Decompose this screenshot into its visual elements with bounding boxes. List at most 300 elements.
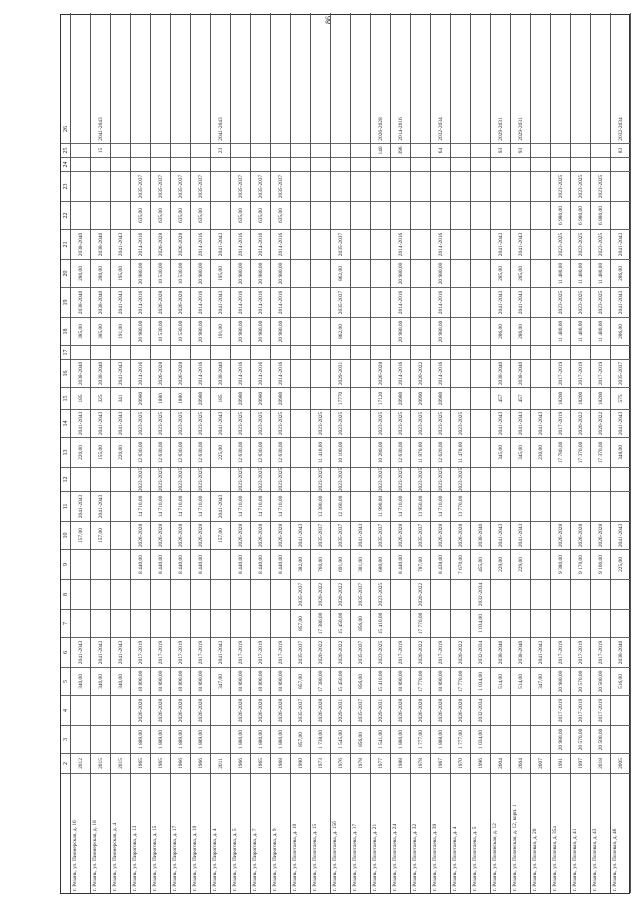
table-cell <box>511 609 530 637</box>
table-cell: 6 880,00 <box>591 201 610 229</box>
table-cell: 1 777,00 <box>411 725 430 753</box>
table-cell <box>571 143 590 157</box>
table-cell <box>111 549 130 579</box>
table-cell: 2023-2025 <box>571 171 590 201</box>
table-cell: 2041-2043 <box>491 409 510 437</box>
table-cell: 18 890,00 <box>251 667 270 695</box>
header-cell: 10 <box>61 521 70 549</box>
table-cell <box>471 115 490 143</box>
table-cell: 2014-2016 <box>271 359 290 387</box>
table-cell <box>611 345 630 359</box>
table-cell <box>511 345 530 359</box>
table-cell: 2017-2019 <box>571 359 590 387</box>
table-cell: 2026-2028 <box>391 521 410 549</box>
table-cell: 340,00 <box>91 667 110 695</box>
header-cell-address <box>61 773 70 893</box>
table-cell <box>571 609 590 637</box>
table-cell: 12 630,00 <box>391 437 410 467</box>
table-cell: 1 880,00 <box>231 725 250 753</box>
table-cell: 2041-2043 <box>111 409 130 437</box>
table-cell: 2041-2043 <box>291 521 310 549</box>
table-cell: 2023-2025 <box>271 409 290 437</box>
table-cell <box>351 115 370 143</box>
table-cell: 2035-2037 <box>171 171 190 201</box>
table-cell: 2020-2022 <box>591 409 610 437</box>
table-cell <box>111 695 130 725</box>
table-cell: 2032-2034 <box>471 695 490 725</box>
table-cell <box>431 157 450 171</box>
table-cell: 17120 <box>371 387 390 409</box>
table-cell <box>411 259 430 287</box>
table-cell: 20 500,00 <box>591 667 610 695</box>
table-cell: 2014-2016 <box>391 229 410 259</box>
table-cell <box>511 491 530 521</box>
table-cell: 345,00 <box>511 437 530 467</box>
table-cell <box>291 317 310 345</box>
table-cell <box>351 491 370 521</box>
table-cell: 2017-2019 <box>591 359 610 387</box>
table-cell <box>291 387 310 409</box>
table-cell: 2026-2028 <box>151 695 170 725</box>
table-cell: 285,00 <box>511 259 530 287</box>
table-cell <box>451 359 470 387</box>
table-cell: 18 890,00 <box>271 667 290 695</box>
table-cell: 2026-2028 <box>231 695 250 725</box>
table-cell <box>531 609 550 637</box>
table-cell <box>471 143 490 157</box>
table-cell: 20980 <box>431 387 450 409</box>
table-cell: 14 710,00 <box>171 491 190 521</box>
table-cell: 862,00 <box>331 317 350 345</box>
table-cell: 1 034,00 <box>471 725 490 753</box>
table-cell: 2026-2028 <box>431 695 450 725</box>
table-cell <box>551 467 570 491</box>
table-cell: 18 890,00 <box>431 667 450 695</box>
table-cell: 230,00 <box>531 437 550 467</box>
table-cell: 2023-2025 <box>431 467 450 491</box>
table-cell: 11 480,00 <box>571 259 590 287</box>
table-cell <box>331 171 350 201</box>
table-cell: 635,00 <box>131 201 150 229</box>
table-cell: 11 990,00 <box>371 491 390 521</box>
table-cell: 2041-2043 <box>111 359 130 387</box>
table-cell <box>471 287 490 317</box>
table-cell: 2038-2040 <box>211 359 230 387</box>
table-cell: 2023-2025 <box>311 409 330 437</box>
table-cell <box>251 579 270 609</box>
table-cell: 2004 <box>511 753 530 773</box>
table-cell: 1 541,00 <box>371 725 390 753</box>
table-cell: 385,00 <box>91 317 110 345</box>
table-cell <box>451 157 470 171</box>
table-cell: 2026-2028 <box>251 521 270 549</box>
table-cell: 2023-2025 <box>231 467 250 491</box>
table-cell: 1 889,00 <box>171 725 190 753</box>
table-cell: 2026-2028 <box>451 521 470 549</box>
table-cell: 2035-2037 <box>351 695 370 725</box>
table-cell <box>111 609 130 637</box>
table-cell <box>351 157 370 171</box>
table-cell <box>351 287 370 317</box>
table-cell: 11 480,00 <box>591 317 610 345</box>
table-row <box>391 13 411 893</box>
table-cell: 1996 <box>471 753 490 773</box>
table-cell: 12 630,00 <box>171 437 190 467</box>
table-cell <box>91 171 110 201</box>
table-cell: 2035-2037 <box>611 359 630 387</box>
table-cell <box>531 725 550 753</box>
table-cell: 2035-2037 <box>351 637 370 667</box>
table-cell: 18200 <box>571 387 590 409</box>
table-cell <box>471 467 490 491</box>
table-cell <box>471 437 490 467</box>
table-cell: 2023-2025 <box>371 409 390 437</box>
table-cell: 2023-2025 <box>371 637 390 667</box>
table-cell: 225,00 <box>211 437 230 467</box>
table-cell: 20980 <box>131 387 150 409</box>
page-number: 86 <box>324 16 333 24</box>
table-cell <box>591 491 610 521</box>
table-cell <box>191 609 210 637</box>
table-cell: 2026-2028 <box>151 359 170 387</box>
table-cell: 10 530,00 <box>171 259 190 287</box>
table-cell <box>571 157 590 171</box>
header-cell: 22 <box>61 201 70 229</box>
table-cell <box>291 491 310 521</box>
table-cell: 2014-2016 <box>131 359 150 387</box>
table-cell: 2026-2028 <box>191 521 210 549</box>
table-cell: 10 530,00 <box>151 259 170 287</box>
address-cell: г. Рязань, ул. Полетаева, д. 15б <box>331 773 350 893</box>
address-cell: г. Рязань, ул. Полетаева, д. 17 <box>351 773 370 893</box>
table-cell <box>291 229 310 259</box>
table-cell <box>511 725 530 753</box>
table-cell: 2041-2043 <box>217 117 224 141</box>
table-cell <box>471 359 490 387</box>
table-cell: 2041-2043 <box>211 409 230 437</box>
table-row <box>171 13 191 893</box>
table-cell <box>531 259 550 287</box>
table-row <box>451 13 471 893</box>
table-cell: 2014-2016 <box>231 287 250 317</box>
table-cell: 2035-2037 <box>291 579 310 609</box>
table-cell: 18200 <box>551 387 570 409</box>
table-cell <box>411 345 430 359</box>
table-cell: 2020-2022 <box>331 637 350 667</box>
table-cell <box>471 345 490 359</box>
table-cell: 13 950,00 <box>411 491 430 521</box>
table-cell: 20 980,00 <box>131 317 150 345</box>
table-cell <box>351 259 370 287</box>
table-cell: 2041-2043 <box>97 117 104 141</box>
table-cell: 1968 <box>271 753 290 773</box>
table-cell: 6 980,00 <box>571 201 590 229</box>
table-cell <box>511 171 530 201</box>
table-cell: 2017-2019 <box>551 695 570 725</box>
table-cell: 2023-2025 <box>391 409 410 437</box>
table-cell: 191,00 <box>111 317 130 345</box>
address-cell: г. Рязань, ул. Полетаева, д. 21 <box>371 773 390 893</box>
table-cell <box>311 143 330 157</box>
table-cell <box>91 725 110 753</box>
table-cell <box>191 345 210 359</box>
table-cell: 93 <box>491 143 510 157</box>
table-cell: 20980 <box>191 387 210 409</box>
header-cell: 26 <box>62 126 69 132</box>
table-cell <box>571 467 590 491</box>
table-cell: 2041-2043 <box>71 491 90 521</box>
table-cell: 2017-2019 <box>171 637 190 667</box>
header-cell: 17 <box>61 345 70 359</box>
table-cell <box>211 171 230 201</box>
table-row <box>311 13 331 893</box>
table-cell: 10 280,00 <box>371 437 390 467</box>
table-cell: 514,00 <box>491 667 510 695</box>
table-row <box>71 13 91 893</box>
address-cell: г. Рязань, ул. Пирогова, д. 4 <box>211 773 230 893</box>
table-cell <box>111 171 130 201</box>
table-cell: 20990 <box>411 387 430 409</box>
table-cell <box>551 579 570 609</box>
table-cell <box>191 143 210 157</box>
table-cell: 2026-2028 <box>171 359 190 387</box>
table-cell <box>251 143 270 157</box>
table-cell: 20 980,00 <box>431 317 450 345</box>
table-cell: 2035-2037 <box>331 521 350 549</box>
table-cell: 280,00 <box>91 259 110 287</box>
table-cell: 2041-2043 <box>611 229 630 259</box>
table-cell <box>491 171 510 201</box>
table-cell: 93 <box>511 143 530 157</box>
table-cell: 2041-2043 <box>111 637 130 667</box>
table-cell <box>251 609 270 637</box>
table-cell: 2014-2016 <box>251 229 270 259</box>
table-cell <box>191 115 210 143</box>
table-cell: 20 980,00 <box>271 259 290 287</box>
table-cell <box>451 229 470 259</box>
table-cell <box>291 157 310 171</box>
table-cell <box>591 143 610 157</box>
table-cell: 2041-2043 <box>71 409 90 437</box>
table-cell: 2035-2037 <box>251 171 270 201</box>
table-cell: 20 980,00 <box>551 725 570 753</box>
address-cell: г. Рязань, ул. Полетаева, д. 15 <box>311 773 330 893</box>
table-cell: 2012 <box>71 753 90 773</box>
address-cell: г. Рязань, ул. Полетаева, д. 4 <box>451 773 470 893</box>
table-cell <box>511 579 530 609</box>
table-cell: 20980 <box>231 387 250 409</box>
table-cell: 15 450,00 <box>331 667 350 695</box>
table-cell <box>551 491 570 521</box>
table-cell <box>391 201 410 229</box>
repair-schedule-table <box>60 14 630 894</box>
table-cell: 13 770,00 <box>451 491 470 521</box>
table-cell <box>131 579 150 609</box>
table-cell: 2026-2028 <box>231 521 250 549</box>
table-cell <box>531 201 550 229</box>
address-cell: г. Рязань, ул. Полевая, д. 43 <box>591 773 610 893</box>
table-cell: 2035-2037 <box>231 171 250 201</box>
table-cell: 2014-2016 <box>391 359 410 387</box>
address-cell: г. Рязань, ул. Пирогова, д. 15 <box>151 773 170 893</box>
table-cell: 2014-2016 <box>231 359 250 387</box>
table-cell: 2026-2028 <box>151 521 170 549</box>
table-cell: 1978 <box>351 753 370 773</box>
table-cell: 1970 <box>451 753 470 773</box>
table-cell <box>71 725 90 753</box>
table-cell <box>531 579 550 609</box>
table-cell: 2038-2040 <box>511 359 530 387</box>
table-cell <box>151 609 170 637</box>
table-cell: 14 710,00 <box>151 491 170 521</box>
table-cell: 635,00 <box>151 201 170 229</box>
table-cell: 2035-2037 <box>371 521 390 549</box>
table-cell: 1 738,00 <box>311 725 330 753</box>
table-cell: 2041-2043 <box>611 409 630 437</box>
table-cell: 1966 <box>191 753 210 773</box>
table-row <box>211 13 231 893</box>
table-cell: 396 <box>391 143 410 157</box>
table-cell: 2017-2019 <box>251 637 270 667</box>
table-cell: 2023-2025 <box>271 467 290 491</box>
address-cell: г. Рязань, ул. Пирогова, д. 9 <box>271 773 290 893</box>
table-cell: 856,00 <box>351 725 370 753</box>
table-cell: 2017-2019 <box>231 637 250 667</box>
table-cell <box>531 467 550 491</box>
table-cell: 220,00 <box>71 437 90 467</box>
address-cell: г. Рязань, ул. Полевая, д. 20 <box>531 773 550 893</box>
table-cell <box>531 387 550 409</box>
table-cell <box>531 359 550 387</box>
table-cell: 17 770,00 <box>451 667 470 695</box>
table-cell <box>371 157 390 171</box>
table-cell <box>491 467 510 491</box>
table-cell <box>111 345 130 359</box>
table-cell: 2005 <box>611 753 630 773</box>
table-cell: 2017-2019 <box>591 637 610 667</box>
header-cell: 25 <box>61 143 70 157</box>
table-cell: 14 710,00 <box>191 491 210 521</box>
table-cell <box>291 287 310 317</box>
table-cell: 1991 <box>551 753 570 773</box>
table-cell: 2014-2016 <box>431 359 450 387</box>
table-cell: 2026-2028 <box>451 695 470 725</box>
table-cell: 2023-2025 <box>371 467 390 491</box>
header-cell: 18 <box>61 317 70 345</box>
table-cell <box>291 259 310 287</box>
table-cell: 2026-2028 <box>171 287 190 317</box>
table-cell: 7 670,00 <box>451 549 470 579</box>
table-cell: 2038-2040 <box>71 359 90 387</box>
table-cell <box>291 409 310 437</box>
table-cell: 2017-2019 <box>571 637 590 667</box>
table-cell: 2023-2025 <box>391 467 410 491</box>
table-cell <box>611 609 630 637</box>
table-cell: 2017-2019 <box>271 637 290 667</box>
table-cell <box>171 143 190 157</box>
table-cell <box>91 609 110 637</box>
table-cell: 2023-2025 <box>171 467 190 491</box>
table-cell <box>111 115 130 143</box>
table-row <box>571 13 591 893</box>
table-cell: 787,00 <box>411 549 430 579</box>
table-cell: 2023-2025 <box>551 229 570 259</box>
table-cell <box>351 359 370 387</box>
table-cell: 1 880,00 <box>391 725 410 753</box>
table-row <box>351 13 371 893</box>
table-cell: 382,00 <box>291 549 310 579</box>
table-cell: 12 630,00 <box>191 437 210 467</box>
table-cell: 20 980,00 <box>391 259 410 287</box>
header-cell: 20 <box>61 259 70 287</box>
table-cell: 2020-2022 <box>451 637 470 667</box>
table-cell: 10 100,00 <box>331 437 350 467</box>
table-cell: 2026-2028 <box>191 695 210 725</box>
table-cell <box>531 521 550 549</box>
table-cell <box>471 157 490 171</box>
table-cell <box>271 157 290 171</box>
table-cell: 14 710,00 <box>251 491 270 521</box>
table-cell <box>331 201 350 229</box>
table-cell <box>611 579 630 609</box>
table-cell <box>411 229 430 259</box>
table-cell: 15 <box>91 143 110 157</box>
table-cell <box>491 609 510 637</box>
table-cell <box>211 579 230 609</box>
rotated-table-frame <box>60 14 630 894</box>
table-cell <box>371 287 390 317</box>
table-cell: 2020-2022 <box>331 579 350 609</box>
address-cell: г. Рязань, ул. Пирогова, д. 19 <box>191 773 210 893</box>
table-cell: 17 770,00 <box>411 609 430 637</box>
table-cell: 635,00 <box>231 201 250 229</box>
table-cell: 20 980,00 <box>251 317 270 345</box>
address-cell: г. Рязань, ул. Полетаева, д. 39 <box>431 773 450 893</box>
table-cell <box>131 345 150 359</box>
table-cell <box>171 157 190 171</box>
table-cell <box>131 609 150 637</box>
table-cell: 140 <box>371 143 390 157</box>
table-cell <box>531 549 550 579</box>
table-cell <box>471 387 490 409</box>
table-cell <box>491 201 510 229</box>
table-cell <box>591 345 610 359</box>
table-cell <box>331 345 350 359</box>
table-cell <box>611 157 630 171</box>
table-cell: 1 880,00 <box>251 725 270 753</box>
table-cell: 2026-2028 <box>591 521 610 549</box>
table-row <box>191 13 211 893</box>
table-cell <box>351 143 370 157</box>
table-cell: 23 <box>211 143 230 157</box>
table-cell: 2026-2028 <box>171 521 190 549</box>
table-cell <box>411 115 430 143</box>
table-cell: 10 530,00 <box>151 317 170 345</box>
table-cell: 2041-2043 <box>211 491 230 521</box>
table-cell <box>291 345 310 359</box>
table-row <box>591 13 611 893</box>
table-cell: 2035-2037 <box>271 171 290 201</box>
table-cell: 2032-2034 <box>437 117 444 141</box>
table-cell <box>271 143 290 157</box>
header-cell: 16 <box>61 359 70 387</box>
table-cell <box>531 695 550 725</box>
table-cell: 2023-2025 <box>591 171 610 201</box>
table-cell: 17 780,00 <box>551 437 570 467</box>
table-cell <box>351 201 370 229</box>
table-cell: 2023-2025 <box>131 467 150 491</box>
table-cell <box>591 157 610 171</box>
